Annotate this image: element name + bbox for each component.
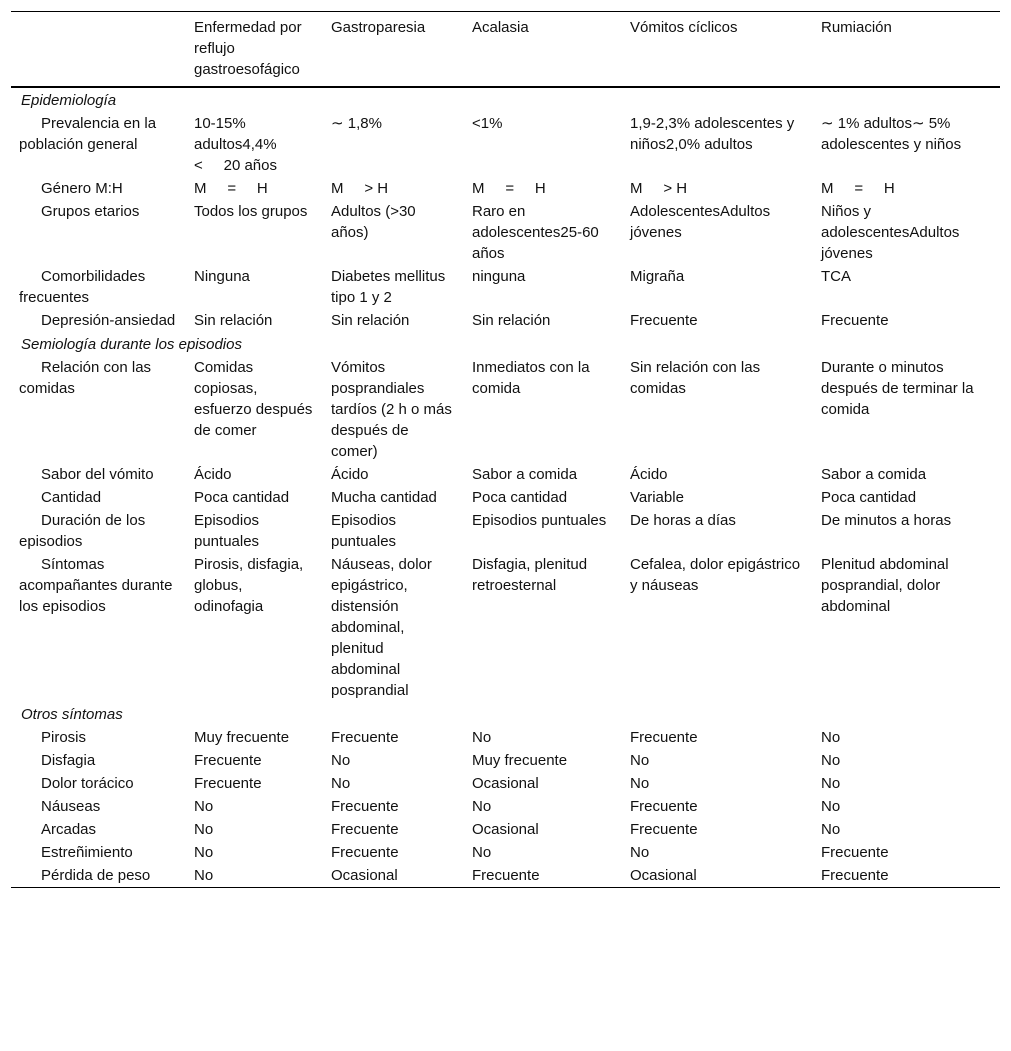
row-label: Sabor del vómito bbox=[41, 466, 154, 483]
table-cell: Ocasional bbox=[472, 821, 539, 838]
table-cell: Frecuente bbox=[331, 729, 399, 746]
table-cell: 1,9-2,3% adolescentes y niños2,0% adultos bbox=[630, 115, 795, 153]
header-cell: Vómitos cíclicos bbox=[630, 19, 738, 36]
header-cell: Acalasia bbox=[472, 19, 529, 36]
table-cell: Disfagia, plenitud retroesternal bbox=[472, 556, 588, 594]
header-cell: Enfermedad por reflujo gastroesofágico bbox=[194, 19, 302, 78]
table-cell: Sin relación con las comidas bbox=[630, 359, 761, 397]
row-label: Depresión-ansiedad bbox=[41, 312, 176, 329]
table-cell: Muy frecuente bbox=[194, 729, 290, 746]
table-row bbox=[11, 749, 1000, 772]
table-cell: Plenitud abdominal posprandial, dolor abdominal bbox=[821, 556, 949, 615]
table-cell: Náuseas, dolor epigástrico, distensión abdominal, plenitud abdominal posprandial bbox=[331, 556, 432, 699]
table-cell: Episodios puntuales bbox=[194, 512, 260, 550]
table-cell: M = H bbox=[821, 180, 895, 197]
table-cell: No bbox=[630, 752, 650, 769]
row-label: Grupos etarios bbox=[41, 203, 140, 220]
table-cell: ∼ 1% adultos∼ 5% adolescentes y niños bbox=[821, 115, 962, 153]
row-label: Náuseas bbox=[41, 798, 101, 815]
table-cell: Frecuente bbox=[630, 312, 698, 329]
table-cell: No bbox=[472, 729, 492, 746]
table-row bbox=[11, 864, 1000, 888]
table-cell: Ocasional bbox=[472, 775, 539, 792]
table-cell: Frecuente bbox=[472, 867, 540, 884]
table-cell: Cefalea, dolor epigástrico y náuseas bbox=[630, 556, 801, 594]
table-row bbox=[11, 309, 1000, 332]
header-cell bbox=[11, 12, 184, 88]
table-cell: No bbox=[821, 729, 841, 746]
table-cell: No bbox=[630, 775, 650, 792]
table-cell: No bbox=[821, 775, 841, 792]
table-cell: AdolescentesAdultos jóvenes bbox=[630, 203, 771, 241]
table-cell: Frecuente bbox=[821, 312, 889, 329]
table-cell: Raro en adolescentes25-60 años bbox=[472, 203, 599, 262]
table-cell: No bbox=[472, 844, 492, 861]
table-cell: Episodios puntuales bbox=[331, 512, 397, 550]
table-cell: Poca cantidad bbox=[821, 489, 917, 506]
row-label: Arcadas bbox=[41, 821, 97, 838]
table-row bbox=[11, 818, 1000, 841]
table-row bbox=[11, 795, 1000, 818]
table-row bbox=[11, 112, 1000, 177]
table-cell: M = H bbox=[194, 180, 268, 197]
table-cell: No bbox=[331, 775, 351, 792]
row-label: Comorbilidades frecuentes bbox=[19, 268, 146, 306]
table-cell: Frecuente bbox=[194, 775, 262, 792]
table-row bbox=[11, 200, 1000, 265]
table-cell: ninguna bbox=[472, 268, 526, 285]
table-cell: Niños y adolescentesAdultos jóvenes bbox=[821, 203, 960, 262]
table-cell: Ácido bbox=[630, 466, 668, 483]
table-cell: Sin relación bbox=[472, 312, 551, 329]
table-row bbox=[11, 356, 1000, 463]
table-cell: No bbox=[194, 844, 214, 861]
table-cell: Frecuente bbox=[331, 844, 399, 861]
table-row bbox=[11, 726, 1000, 749]
table-cell: Sabor a comida bbox=[472, 466, 578, 483]
table-cell: ∼ 1,8% bbox=[331, 115, 382, 132]
table-cell: No bbox=[630, 844, 650, 861]
table-cell: M > H bbox=[630, 180, 688, 197]
table-cell: Variable bbox=[630, 489, 684, 506]
table-row bbox=[11, 177, 1000, 200]
table-cell: Frecuente bbox=[630, 729, 698, 746]
table-cell: Frecuente bbox=[821, 844, 889, 861]
row-label: Género M:H bbox=[41, 180, 123, 197]
table-cell: No bbox=[821, 798, 841, 815]
row-label: Relación con las comidas bbox=[19, 359, 152, 397]
row-label: Duración de los episodios bbox=[19, 512, 146, 550]
header-row bbox=[11, 12, 1000, 88]
table-cell: De minutos a horas bbox=[821, 512, 952, 529]
table-cell: Diabetes mellitus tipo 1 y 2 bbox=[331, 268, 446, 306]
table-cell: TCA bbox=[821, 268, 851, 285]
table-cell: Ácido bbox=[194, 466, 232, 483]
table-cell: No bbox=[194, 798, 214, 815]
row-label: Pirosis bbox=[41, 729, 87, 746]
row-label: Disfagia bbox=[41, 752, 96, 769]
table-row bbox=[11, 841, 1000, 864]
section-header-row bbox=[11, 332, 1000, 356]
table-cell: Ocasional bbox=[331, 867, 398, 884]
table-cell: No bbox=[821, 821, 841, 838]
table-cell: Ácido bbox=[331, 466, 369, 483]
table-cell: Frecuente bbox=[331, 821, 399, 838]
table-cell: Episodios puntuales bbox=[472, 512, 607, 529]
table-cell: No bbox=[472, 798, 492, 815]
row-label: Síntomas acompañantes durante los episodios bbox=[19, 556, 173, 615]
table-cell: Todos los grupos bbox=[194, 203, 308, 220]
table-cell: De horas a días bbox=[630, 512, 736, 529]
row-label: Prevalencia en la población general bbox=[19, 115, 157, 153]
header-cell: Gastroparesia bbox=[331, 19, 426, 36]
section-title: Epidemiología bbox=[21, 92, 117, 109]
row-label: Dolor torácico bbox=[41, 775, 134, 792]
section-title: Otros síntomas bbox=[21, 706, 123, 723]
table-row bbox=[11, 772, 1000, 795]
comparison-table bbox=[11, 11, 1000, 888]
row-label: Estreñimiento bbox=[41, 844, 133, 861]
table-row bbox=[11, 553, 1000, 702]
table-body bbox=[11, 87, 1000, 888]
table-row bbox=[11, 463, 1000, 486]
table-cell: Frecuente bbox=[331, 798, 399, 815]
table-cell: Frecuente bbox=[630, 821, 698, 838]
table-row bbox=[11, 486, 1000, 509]
header-cell: Rumiación bbox=[821, 19, 892, 36]
table-cell: Sin relación bbox=[331, 312, 410, 329]
table-cell: Inmediatos con la comida bbox=[472, 359, 590, 397]
table-cell: Durante o minutos después de terminar la comida bbox=[821, 359, 974, 418]
row-label: Pérdida de peso bbox=[41, 867, 151, 884]
table-cell: <1% bbox=[472, 115, 503, 132]
table-cell: No bbox=[821, 752, 841, 769]
table-cell: No bbox=[194, 867, 214, 884]
table-cell: Muy frecuente bbox=[472, 752, 568, 769]
table-cell: Sabor a comida bbox=[821, 466, 927, 483]
table-cell: Pirosis, disfagia, globus, odinofagia bbox=[194, 556, 304, 615]
table-row bbox=[11, 509, 1000, 553]
table-cell: Adultos (>30 años) bbox=[331, 203, 416, 241]
table-cell: M > H bbox=[331, 180, 389, 197]
table-cell: No bbox=[331, 752, 351, 769]
table-cell: Ocasional bbox=[630, 867, 697, 884]
row-label: Cantidad bbox=[41, 489, 102, 506]
section-header-row bbox=[11, 702, 1000, 726]
section-header-row bbox=[11, 87, 1000, 112]
table-cell: Frecuente bbox=[821, 867, 889, 884]
table-cell: Poca cantidad bbox=[194, 489, 290, 506]
table-cell: Frecuente bbox=[194, 752, 262, 769]
table-cell: Poca cantidad bbox=[472, 489, 568, 506]
table-cell: Sin relación bbox=[194, 312, 273, 329]
section-title: Semiología durante los episodios bbox=[21, 336, 242, 353]
table-cell: M = H bbox=[472, 180, 546, 197]
table-row bbox=[11, 265, 1000, 309]
table-cell: Frecuente bbox=[630, 798, 698, 815]
comparison-table-container bbox=[11, 11, 1000, 888]
table-cell: 10-15% adultos4,4% < 20 años bbox=[194, 115, 277, 174]
table-cell: Comidas copiosas, esfuerzo después de comer bbox=[194, 359, 313, 439]
table-cell: Mucha cantidad bbox=[331, 489, 437, 506]
table-cell: Vómitos posprandiales tardíos (2 h o más después de comer) bbox=[331, 359, 452, 460]
table-cell: Ninguna bbox=[194, 268, 250, 285]
table-cell: Migraña bbox=[630, 268, 685, 285]
table-cell: No bbox=[194, 821, 214, 838]
